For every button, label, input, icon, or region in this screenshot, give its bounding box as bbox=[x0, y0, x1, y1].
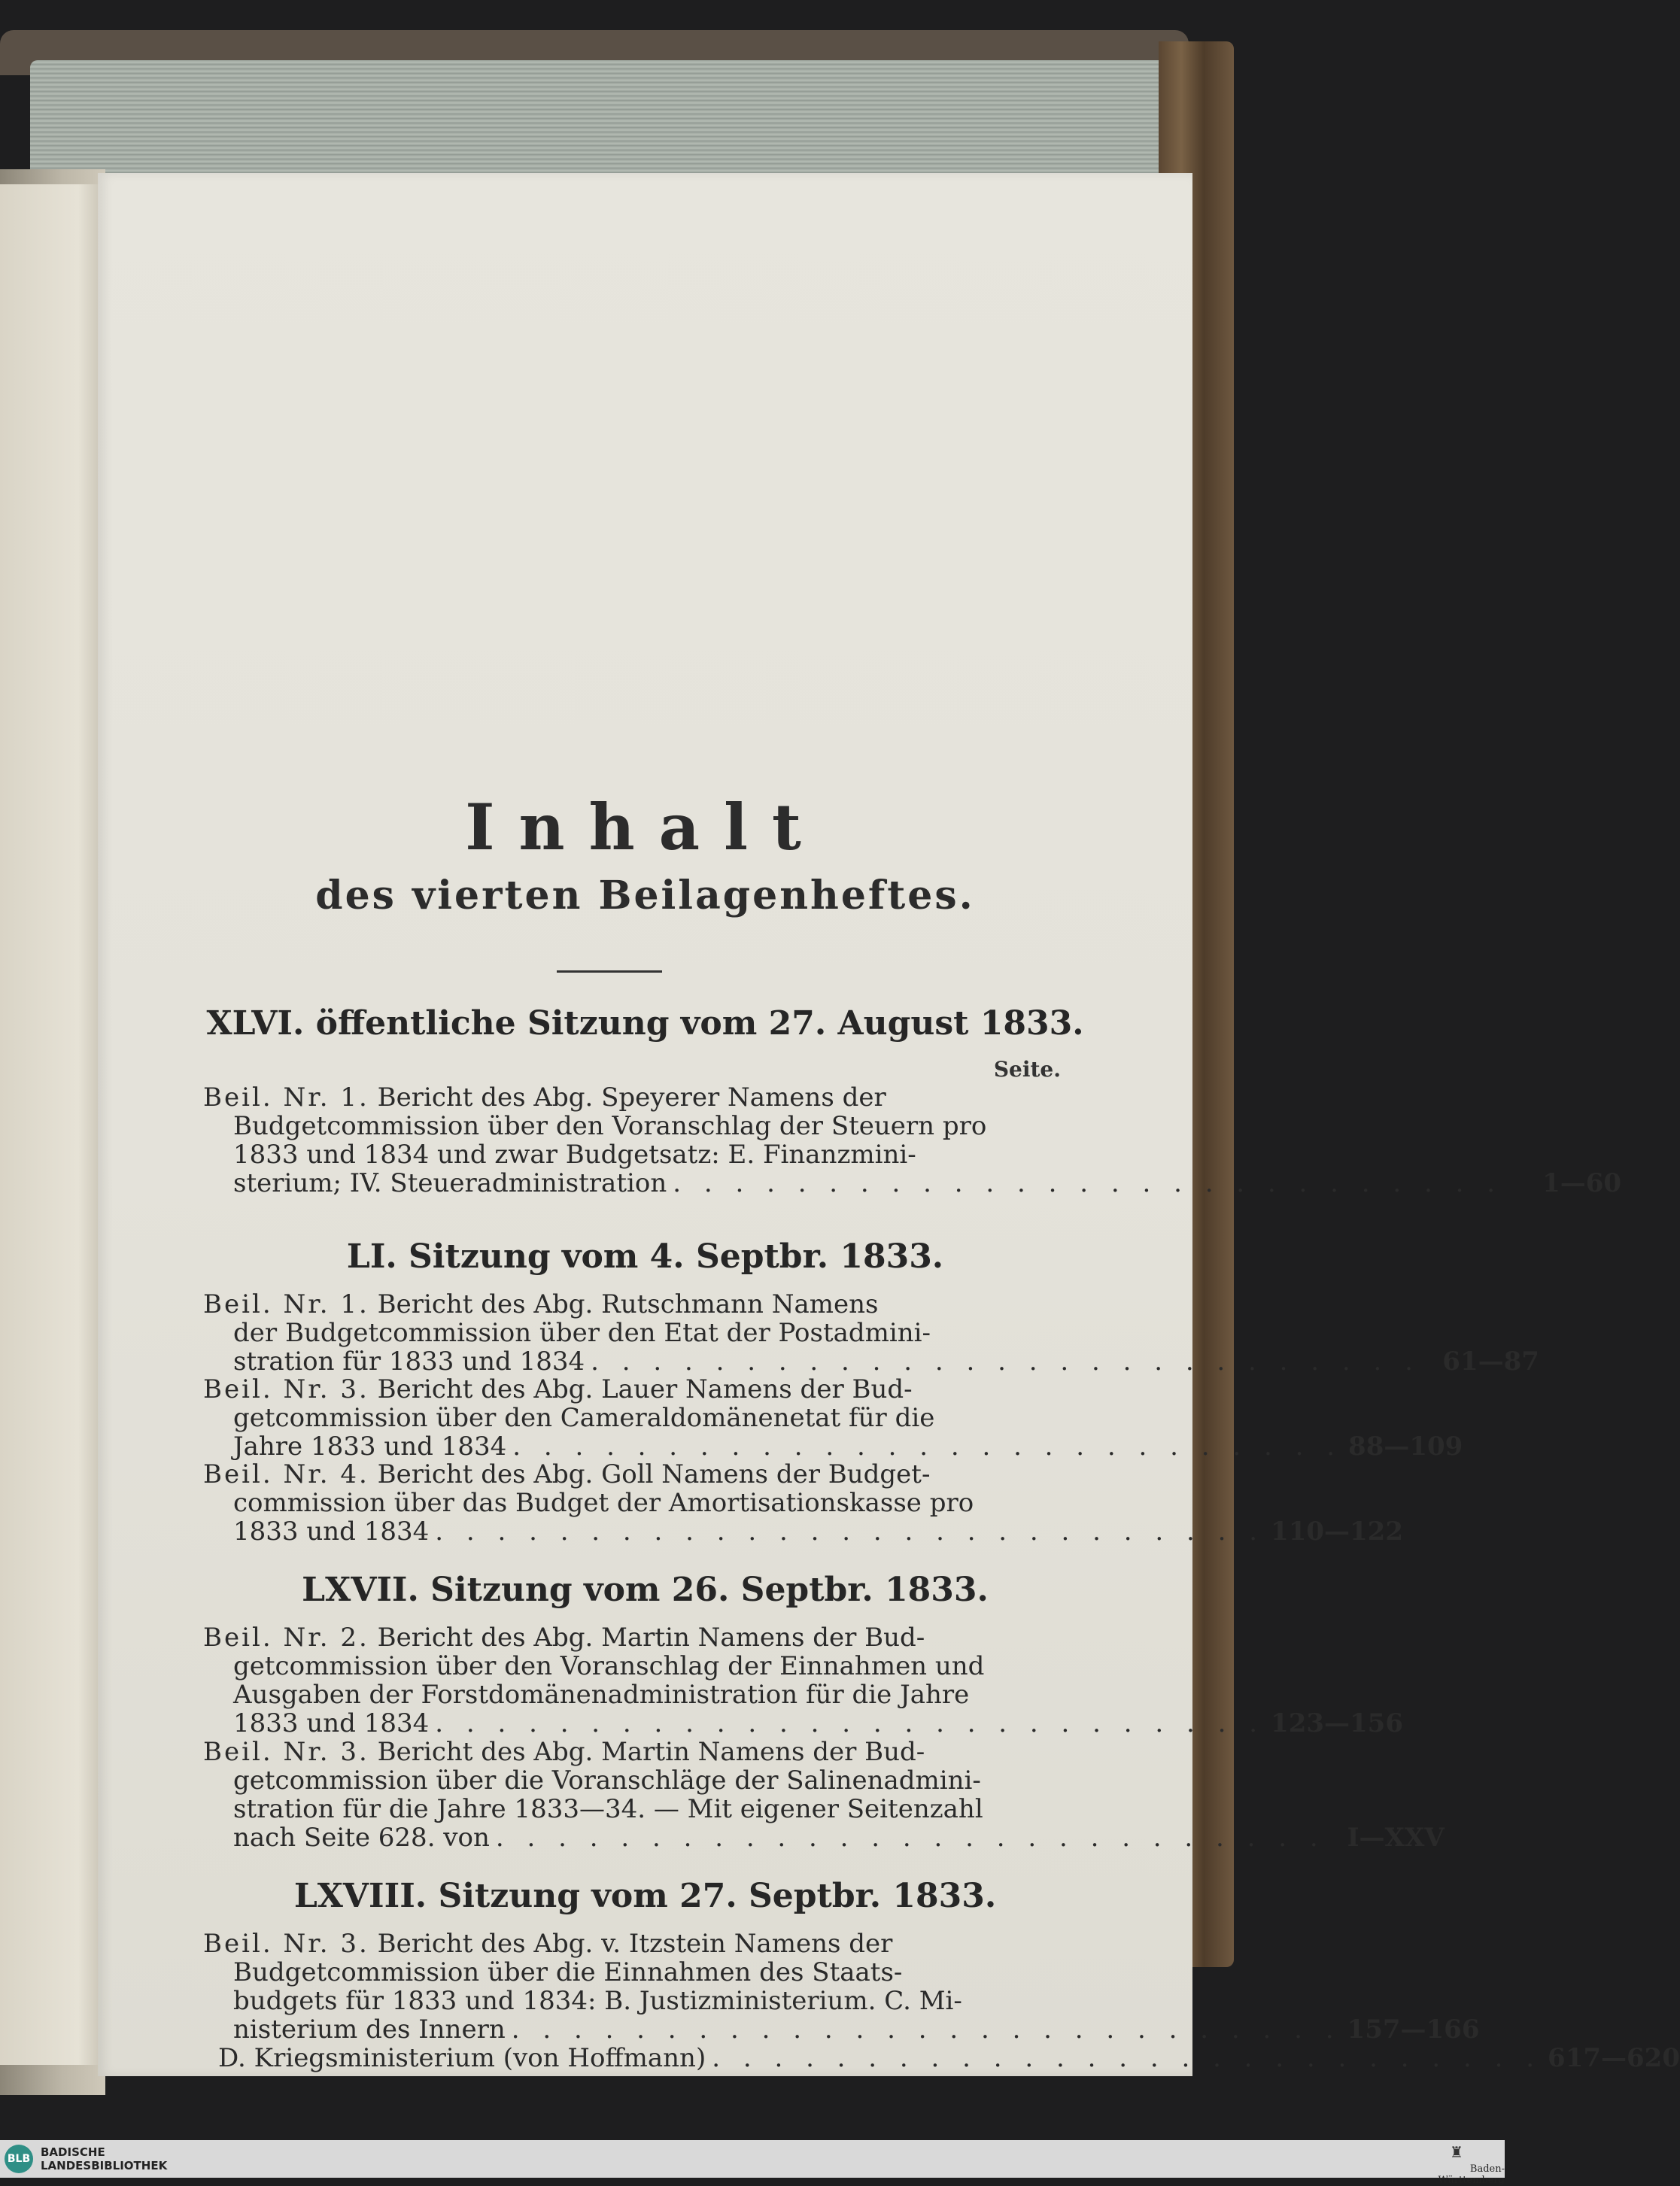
page-range: I—XXV bbox=[1347, 1823, 1445, 1853]
toc-entry: Beil. Nr. 3. Bericht des Abg. Martin Namens der Bud- getcommission über die Voranschläge der Salinenadmini- stration für die Jahre 1833—34. — Mit eigener Seitenzahl nach Seite 628. von . . . . . . . . . . . . . . . . . . . . . . . . . . . I—XXV bbox=[203, 1737, 1445, 1853]
section-heading-lxviii: LXVIII. Sitzung vom 27. Septbr. 1833. bbox=[293, 1877, 997, 1915]
page-range: 617—620 bbox=[1548, 2043, 1680, 2073]
state-crest-icon: ♜ bbox=[1450, 2143, 1463, 2161]
page-range: 157—166 bbox=[1347, 2014, 1480, 2045]
toc-entry: Beil. Nr. 3. Bericht des Abg. Lauer Namens der Bud- getcommission über den Cameraldomänenetat für die Jahre 1833 und 1834 . . . . . . . . . . . . . . . . . . . . . . . . . . . 88—109 bbox=[203, 1374, 1463, 1462]
toc-entry: Beil. Nr. 2. Bericht des Abg. Martin Namens der Bud- getcommission über den Voranschlag der Einnahmen und Ausgaben der Forstdomänenadministration für die Jahre 1833 und 1834 . . . . . . . . . . . . . . . . . . . . . . . . . . . 123—156 bbox=[203, 1623, 1403, 1738]
toc-entry: Beil. Nr. 3. Bericht des Abg. v. Itzstein Namens der Budgetcommission über die Einnahmen des Staats- budgets für 1833 und 1834: B. Justizministerium. C. Mi- nisterium des Innern . . . . . . . . . . . . . . . . . . . . . . . . . . . 157—166 bbox=[203, 1929, 1480, 2045]
page-range: 123—156 bbox=[1271, 1708, 1403, 1738]
library-name: BADISCHE LANDESBIBLIOTHEK bbox=[41, 2145, 168, 2172]
viewer-footer bbox=[0, 2140, 1505, 2178]
section-heading-lxvii: LXVII. Sitzung vom 26. Septbr. 1833. bbox=[302, 1571, 989, 1609]
page-title: Inhalt bbox=[465, 790, 825, 864]
title-divider bbox=[557, 970, 662, 973]
page-range: 88—109 bbox=[1348, 1432, 1463, 1462]
state-label: Baden-Württemberg bbox=[1438, 2163, 1505, 2186]
document-page bbox=[98, 173, 1680, 2076]
section-heading-li: LI. Sitzung vom 4. Septbr. 1833. bbox=[346, 1237, 944, 1276]
toc-entry: D. Kriegsministerium (von Hoffmann) . . . . . . . . . . . . . . . . . . . . . . . . . . . 617—620 bbox=[218, 2043, 1680, 2073]
page-column-label: Seite. bbox=[993, 1057, 1061, 1082]
toc-entry: Beil. Nr. 4. Bericht des Abg. Goll Namens der Budget- commission über das Budget der Amortisationskasse pro 1833 und 1834 . . . . . . . . . . . . . . . . . . . . . . . . . . . 110—122 bbox=[203, 1459, 1403, 1547]
page-stack-edge bbox=[30, 60, 1174, 181]
toc-entry: Beil. Nr. 1. Bericht des Abg. Rutschmann Namens der Budgetcommission über den Etat der Postadmini- stration für 1833 und 1834 . . . . . . . . . . . . . . . . . . . . . . . . . . . 61—87 bbox=[203, 1289, 1539, 1377]
page-range: 110—122 bbox=[1271, 1517, 1403, 1547]
page-subtitle: des vierten Beilagenheftes. bbox=[315, 873, 975, 918]
page-range: 61—87 bbox=[1442, 1347, 1539, 1377]
page-range: 1—60 bbox=[1542, 1168, 1622, 1198]
left-page bbox=[0, 184, 98, 2065]
toc-entry: Beil. Nr. 1. Bericht des Abg. Speyerer Namens der Budgetcommission über den Voranschlag der Steuern pro 1833 und 1834 und zwar Budgetsatz: E. Finanzmini- sterium; IV. Steueradministration . . . . . . . . . . . . . . . . . . . . . . . . . . . 1—60 bbox=[203, 1082, 1622, 1198]
library-logo-icon: BLB bbox=[5, 2145, 33, 2173]
section-heading-xlvi: XLVI. öffentliche Sitzung vom 27. August 1833. bbox=[206, 1004, 1084, 1043]
